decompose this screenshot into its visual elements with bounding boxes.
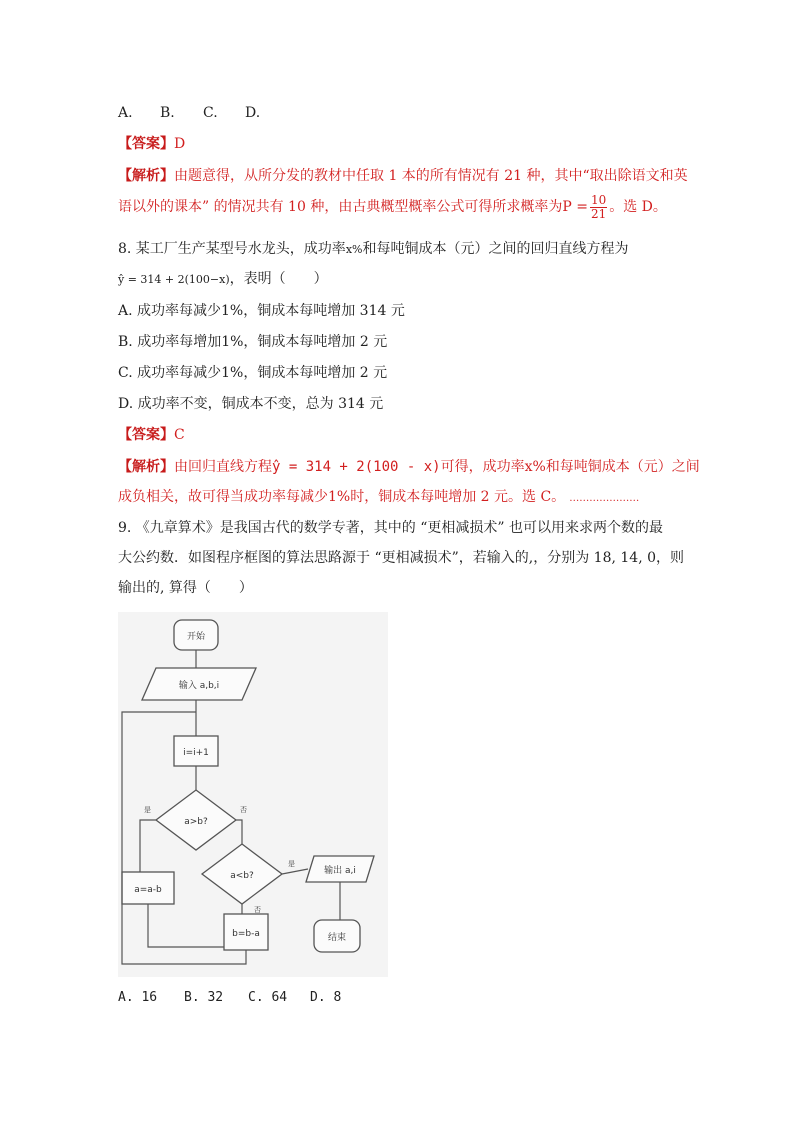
math-variable: x%	[345, 243, 363, 256]
answer-value: C	[174, 427, 185, 443]
q7-option-b[interactable]: B.	[160, 105, 175, 121]
q8-option-b[interactable]: B. 成功率每增加1%，铜成本每吨增加 2 元	[118, 334, 388, 350]
q8-option-d[interactable]: D. 成功率不变，铜成本不变，总为 314 元	[118, 396, 384, 412]
algorithm-flowchart	[118, 612, 388, 977]
flowchart-step-i-label: i=i+1	[183, 748, 209, 758]
q9-option-b[interactable]: B. 32	[184, 990, 224, 1005]
q8-analysis-line1	[118, 457, 700, 477]
q7-answer	[118, 134, 185, 154]
q7-options	[118, 103, 260, 123]
flowchart-cond2-label: a<b?	[230, 871, 254, 881]
q8-answer	[118, 425, 185, 445]
q8-stem-line1	[118, 239, 628, 260]
analysis-tag: 【解析】	[118, 459, 174, 475]
flowchart-output-label: 输出 a,i	[324, 866, 356, 876]
flowchart-input-label: 输入 a,b,i	[178, 681, 220, 691]
answer-value: D	[174, 136, 186, 152]
q9-option-c[interactable]: C. 64	[248, 990, 288, 1005]
q8-option-a[interactable]: A. 成功率每减少1%，铜成本每吨增加 314 元	[118, 303, 405, 319]
q7-option-a[interactable]: A.	[118, 105, 133, 121]
fraction-numerator: 10	[590, 192, 607, 207]
fraction-denominator: 21	[590, 206, 607, 221]
regression-equation: ŷ = 314 + 2(100−x)	[118, 273, 230, 286]
analysis-tag: 【解析】	[118, 168, 174, 184]
flowchart-assign-b-label: b=b-a	[232, 929, 260, 939]
q8-option-c[interactable]: C. 成功率每减少1%，铜成本每吨增加 2 元	[118, 365, 388, 381]
q7-option-c[interactable]: C.	[203, 105, 218, 121]
q9-options	[118, 988, 341, 1008]
question-text: 和每吨铜成本（元）之间的回归直线方程为	[362, 241, 629, 257]
q8-stem-line2	[118, 269, 328, 290]
analysis-text: 语以外的课本” 的情况共有 10 种，由古典概型概率公式可得所求概率为	[118, 199, 563, 215]
flowchart-yes-label: 是	[144, 806, 151, 814]
analysis-text: 可得，成功率x%和每吨铜成本（元）之间	[440, 459, 700, 475]
q9-option-d[interactable]: D. 8	[310, 990, 342, 1005]
analysis-text: 由题意得，从所分发的教材中任取 1 本的所有情况有 21 种，其中“取出除语文和英	[174, 168, 688, 184]
question-text: ，表明（ ）	[229, 271, 328, 287]
analysis-text: 成负相关，故可得当成功率每减少1%时，铜成本每吨增加 2 元。选 C。	[118, 489, 566, 505]
flowchart-no-label: 否	[240, 806, 247, 814]
answer-tag: 【答案】	[118, 427, 174, 443]
q9-stem-line2: 大公约数．如图程序框图的算法思路源于 “更相减损术”，若输入的,，分别为 18, 14, 0，则	[118, 550, 684, 566]
flowchart-cond1-label: a>b?	[184, 817, 208, 827]
q7-analysis-line1	[118, 166, 688, 186]
probability-symbol: P =	[562, 199, 588, 215]
flowchart-end-label: 结束	[327, 933, 347, 943]
regression-equation: ŷ = 314 + 2(100 - x)	[272, 459, 441, 475]
q9-stem-line3: 输出的, 算得（ ）	[118, 580, 253, 596]
flowchart-start-label: 开始	[186, 632, 206, 642]
analysis-text: 由回归直线方程	[174, 459, 272, 475]
q7-analysis-line2	[118, 192, 667, 222]
q9-option-a[interactable]: A. 16	[118, 990, 158, 1005]
q9-stem-line1: 9. 《九章算术》是我国古代的数学专著，其中的 “更相减损术” 也可以用来求两个数的最	[118, 520, 664, 536]
q8-analysis-line2	[118, 487, 639, 509]
flowchart-assign-a-label: a=a-b	[134, 885, 162, 895]
probability-fraction	[590, 194, 607, 221]
flowchart-no-label: 否	[254, 906, 261, 914]
question-text: 8. 某工厂生产某型号水龙头，成功率	[118, 241, 346, 257]
answer-tag: 【答案】	[118, 136, 174, 152]
dotted-leader: …………………	[569, 493, 640, 504]
flowchart-yes-label: 是	[288, 860, 295, 868]
q7-option-d[interactable]: D.	[245, 105, 261, 121]
analysis-text: 。选 D。	[609, 199, 667, 215]
